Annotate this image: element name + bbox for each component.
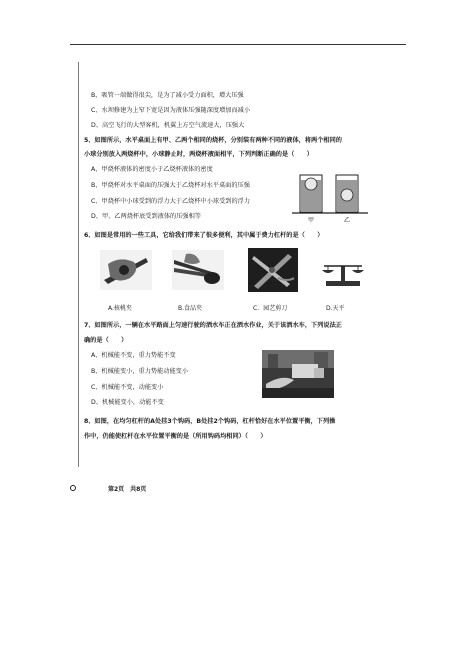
- nutcracker-image: [100, 250, 152, 290]
- q6-caption-a: A.核桃夹: [108, 305, 132, 312]
- q4-option-d: D、高空飞行的大型客机，机翼上方空气流速大，压强大: [91, 122, 245, 129]
- balance-scale-image: [318, 256, 368, 288]
- q4-option-b: B、吸管一端做得很尖，是为了减小受力面积，增大压强: [91, 92, 244, 99]
- sprinkler-truck-photo: [262, 350, 334, 398]
- garden-shears-image: [248, 248, 298, 292]
- q6-caption-b: B.食品夹: [178, 305, 203, 312]
- q5-option-c: C、甲烧杯中小球受到的浮力大于乙烧杯中小球受到的浮力: [91, 198, 251, 205]
- margin-line: [78, 62, 79, 467]
- q5-stem-line2: 小球分别放入两烧杯中，小球静止时，两烧杯液面相平，下列判断正确的是（ ）: [84, 151, 313, 158]
- q7-option-c: C、机械能不变，动能变小: [91, 384, 164, 391]
- beakers-figure: [290, 165, 370, 225]
- q5-option-d: D、甲、乙两烧杯底受到液体的压强相等: [91, 213, 201, 220]
- q7-option-a: A、机械能不变，重力势能不变: [91, 352, 176, 359]
- q7-option-b: B、机械能变小，重力势能动能变小: [91, 368, 189, 375]
- beaker-label-yi: 乙: [344, 217, 351, 224]
- page-number: 第2页 共8页: [108, 486, 147, 493]
- q5-option-a: A、甲烧杯液体的密度小于乙烧杯液体的密度: [91, 166, 213, 173]
- q8-stem-line2: 作中，仍能使杠杆在水平位置平衡的是（所用钩码均相同）（ ）: [84, 433, 267, 440]
- q7-stem-line2: 确的是（ ）: [84, 337, 128, 344]
- q8-stem-line1: 8、如图，在均匀杠杆的A处挂3个钩码，B处挂2个钩码，杠杆恰好在水平位置平衡，下列操: [84, 418, 336, 425]
- q6-caption-c: C．园艺剪刀: [253, 305, 288, 312]
- q5-option-b: B、甲烧杯对水平桌面的压强大于乙烧杯对水平桌面的压强: [91, 182, 250, 189]
- q6-caption-d: D.天平: [326, 305, 345, 312]
- q6-stem: 6、如图是常用的一些工具，它给我们带来了很多便利，其中属于费力杠杆的是（ ）: [84, 232, 324, 239]
- binding-hole-icon: [70, 485, 76, 491]
- q7-stem-line1: 7、如图所示，一辆在水平路面上匀速行驶的洒水车正在洒水作业，关于该洒水车，下列说法正: [84, 322, 342, 329]
- food-tongs-image: [172, 250, 224, 290]
- q4-option-c: C、水坝修建为上窄下宽是因为液体压强随深度增加而减小: [91, 107, 251, 114]
- beaker-label-jia: 甲: [308, 217, 315, 224]
- q5-stem-line1: 5、如图所示，水平桌面上有甲、乙两个相同的烧杯，分别装有两种不同的液体，将两个相同的: [84, 137, 342, 144]
- q7-option-d: D、机械能变小，动能不变: [91, 399, 164, 406]
